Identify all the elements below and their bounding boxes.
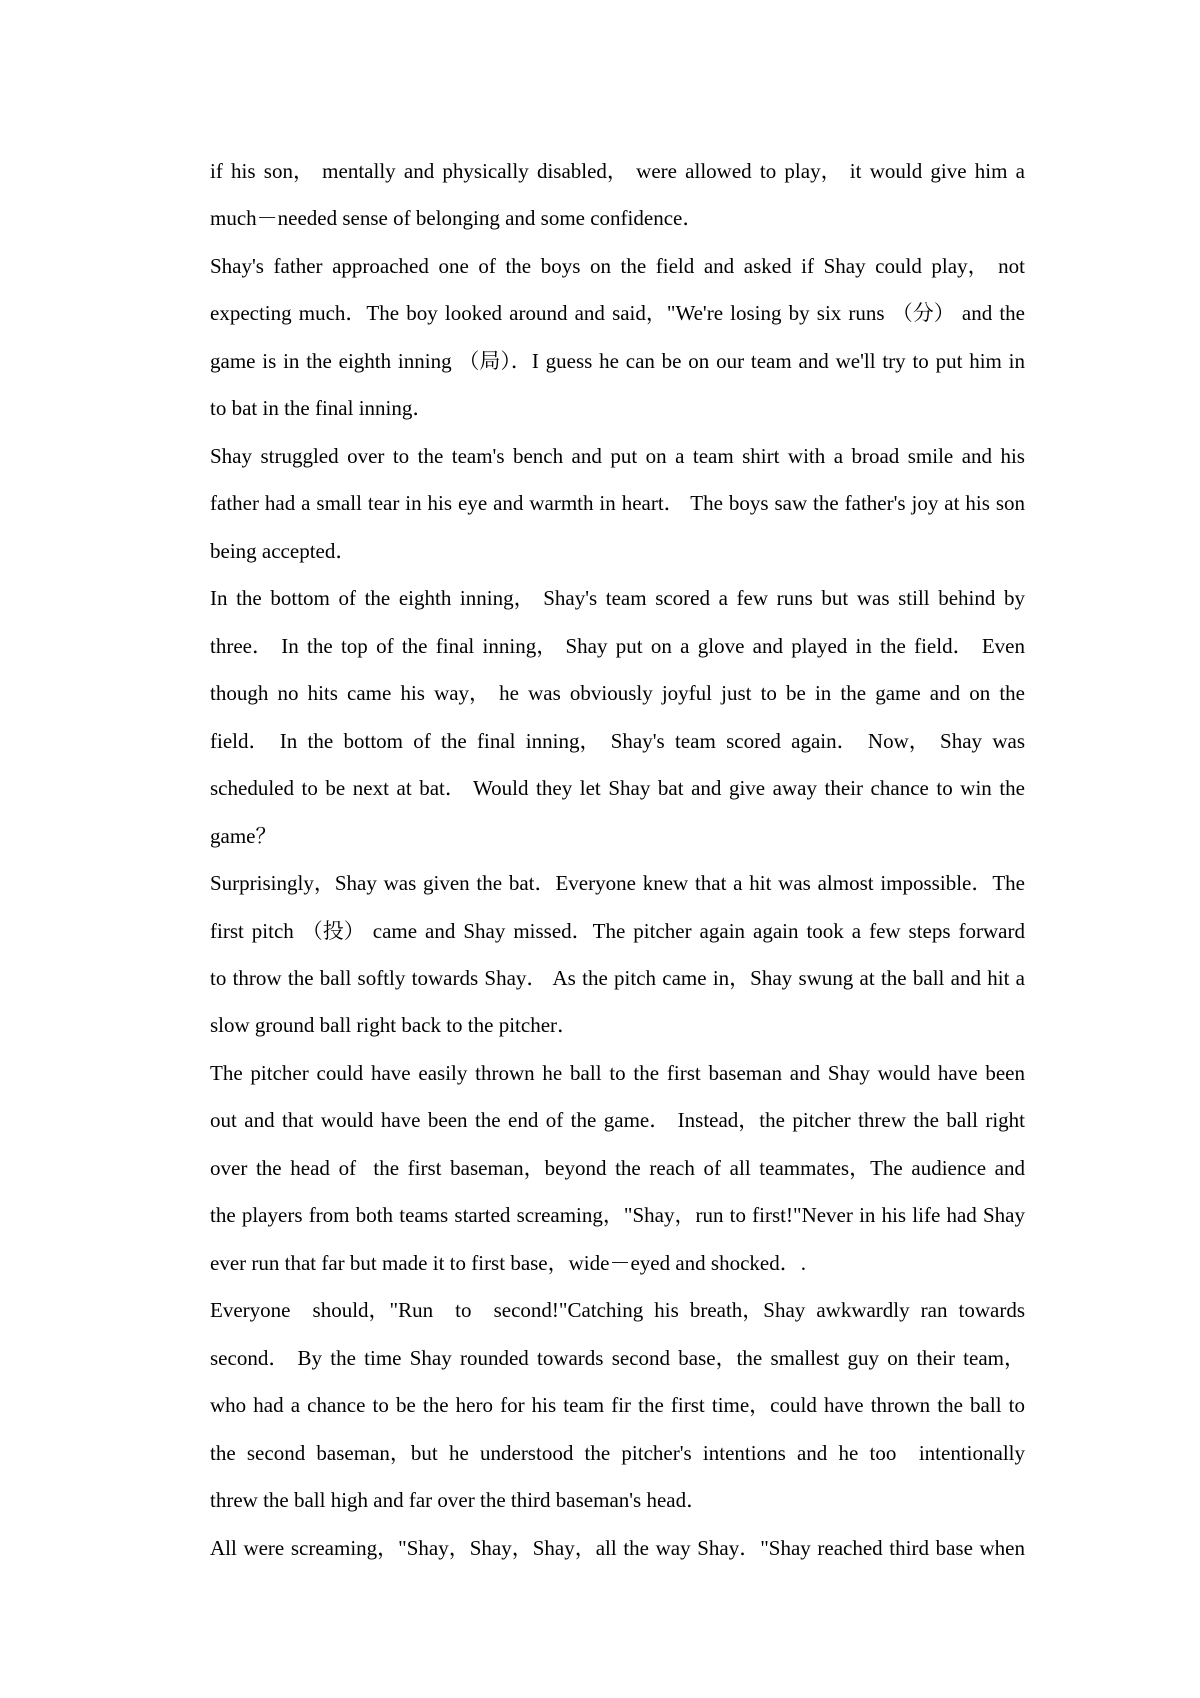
text-line: being accepted． (210, 538, 357, 563)
text-line: second． By the time Shay rounded towards second base，the smallest guy on their team， (210, 1345, 1025, 1370)
text-line: father had a small tear in his eye and warmth in heart． The boys saw the father's joy at his son (210, 491, 1025, 516)
text-line: the second baseman，but he understood the pitcher's intentions and he too intentionally (210, 1440, 1025, 1465)
text-line: ever run that far but made it to first base，wide－eyed and shocked．. (210, 1250, 806, 1275)
paragraph (210, 1050, 1025, 1287)
text-line: over the head of the first baseman，beyond the reach of all teammates，The audience and (210, 1155, 1025, 1180)
text-line: The pitcher could have easily thrown he ball to the first baseman and Shay would have been (210, 1060, 1025, 1085)
text-line: though no hits came his way， he was obviously joyful just to be in the game and on the (210, 681, 1025, 706)
text-line: expecting much．The boy looked around and said，"We're losing by six runs （分） and the (210, 301, 1025, 326)
text-line: if his son， mentally and physically disabled， were allowed to play， it would give him a (210, 159, 1025, 183)
text-line: In the bottom of the eighth inning， Shay's team scored a few runs but was still behind by (210, 586, 1025, 611)
paragraph (210, 860, 1025, 1050)
text-line: Surprisingly，Shay was given the bat．Everyone knew that a hit was almost impossible．The (210, 871, 1025, 896)
text-line: Shay's father approached one of the boys on the field and asked if Shay could play， not (210, 253, 1025, 278)
text-line: out and that would have been the end of the game． Instead，the pitcher threw the ball right (210, 1108, 1025, 1133)
text-line: game is in the eighth inning （局）．I guess he can be on our team and we'll try to put him in (210, 348, 1025, 373)
text-line: to throw the ball softly towards Shay． As the pitch came in，Shay swung at the ball and hit a (210, 965, 1025, 990)
text-line: field． In the bottom of the final inning， Shay's team scored again． Now， Shay was (210, 728, 1025, 753)
paragraph (210, 243, 1025, 433)
text-line: much－needed sense of belonging and some confidence． (210, 206, 704, 231)
text-line: three． In the top of the final inning， Shay put on a glove and played in the field． Even (210, 633, 1025, 658)
text-line: who had a chance to be the hero for his team fir the first time，could have thrown the ball to (210, 1393, 1025, 1418)
text-line: slow ground ball right back to the pitcher． (210, 1013, 579, 1038)
text-line: All were screaming，"Shay，Shay，Shay，all the way Shay．"Shay reached third base when (210, 1535, 1025, 1560)
paragraph (210, 575, 1025, 860)
paragraph (210, 1525, 1025, 1572)
text-line: first pitch （投） came and Shay missed．The pitcher again again took a few steps forward (210, 918, 1025, 943)
text-line: to bat in the final inning． (210, 396, 434, 421)
paragraph (210, 1287, 1025, 1524)
text-line: game？ (210, 823, 277, 848)
text-line: threw the ball high and far over the third baseman's head． (210, 1488, 708, 1513)
text-line: Shay struggled over to the team's bench and put on a team shirt with a broad smile and his (210, 443, 1025, 468)
text-line: the players from both teams started screaming，"Shay，run to first!"Never in his life had Shay (210, 1203, 1025, 1228)
text-line: Everyone should，"Run to second!"Catching his breath，Shay awkwardly ran towards (210, 1298, 1025, 1323)
paragraph (210, 433, 1025, 575)
paragraph (210, 148, 1025, 243)
body-text (210, 148, 1025, 1572)
text-line: scheduled to be next at bat． Would they let Shay bat and give away their chance to win the (210, 776, 1025, 801)
